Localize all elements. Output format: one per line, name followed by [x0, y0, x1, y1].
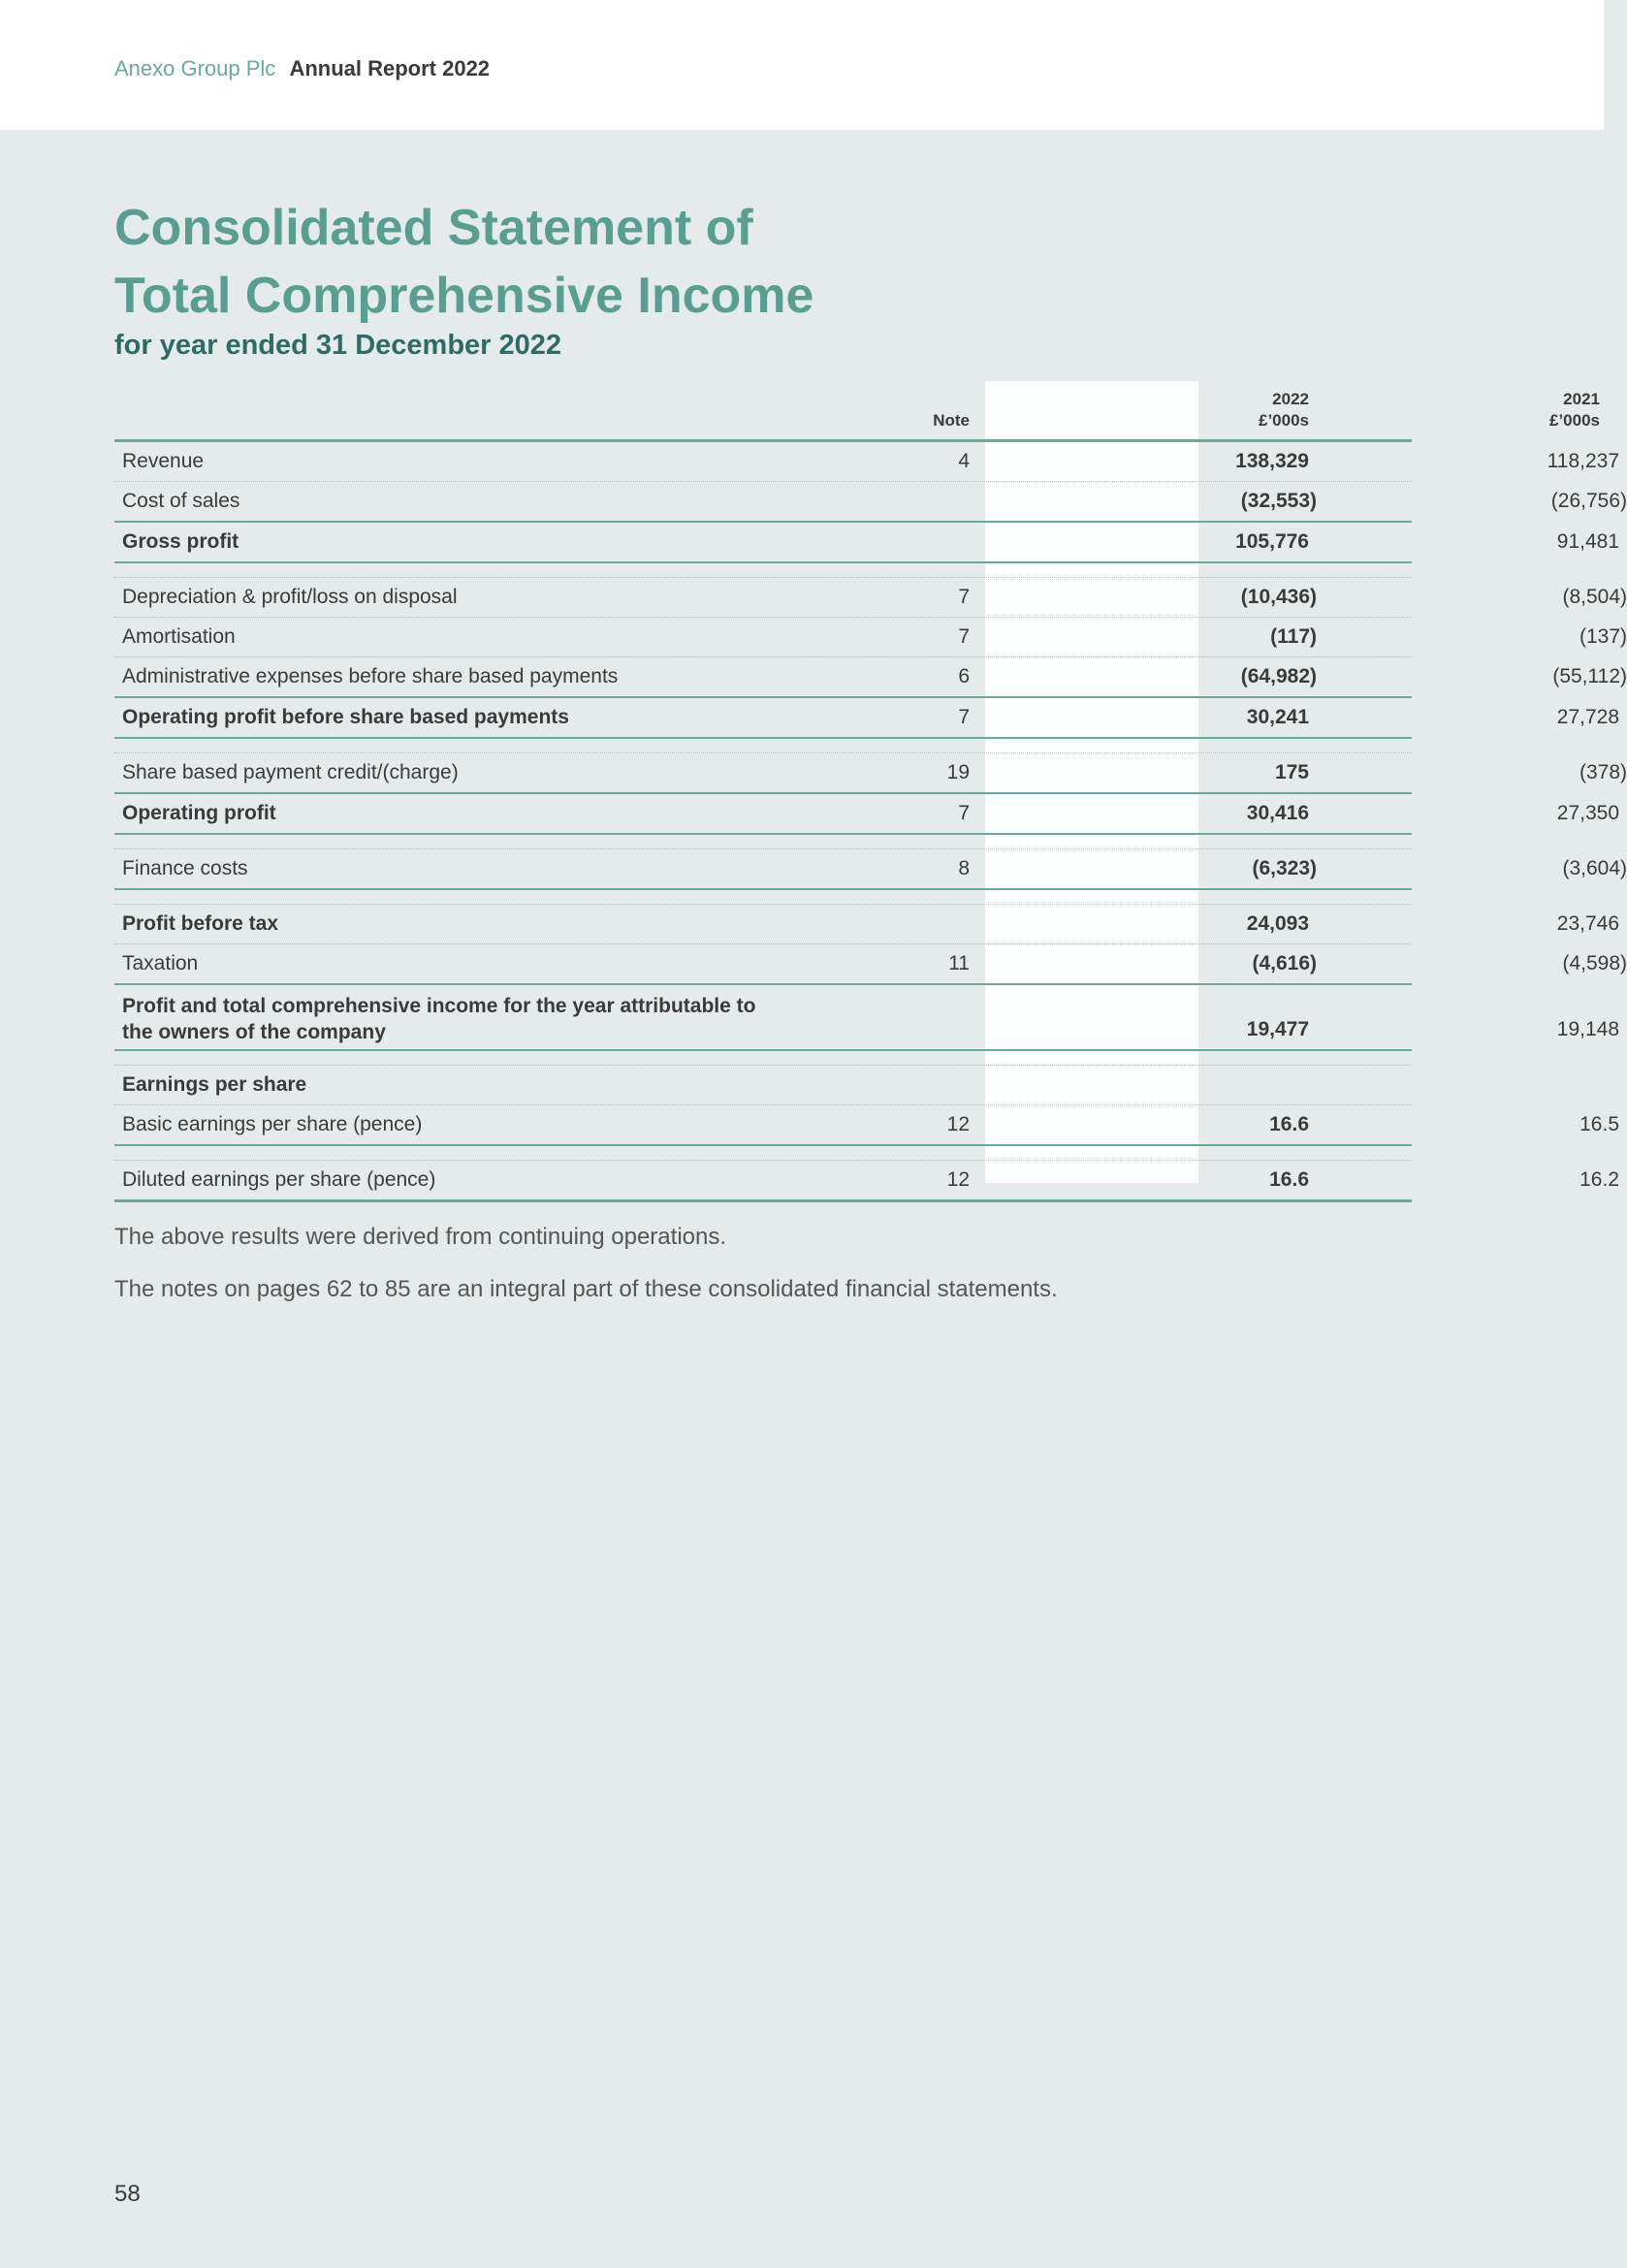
row-note: 19	[946, 761, 970, 783]
row-label: Finance costs	[122, 857, 248, 879]
row-spacer	[114, 1146, 1412, 1161]
row-value-2021: 118,237	[1547, 450, 1619, 472]
row-value-2021: (378)	[1579, 761, 1627, 783]
row-label: Operating profit before share based payments	[122, 706, 569, 728]
row-label: Amortisation	[122, 625, 236, 648]
row-spacer	[114, 835, 1412, 849]
page-number: 58	[114, 2181, 141, 2207]
row-note: 8	[958, 857, 970, 879]
footnote-integral-part: The notes on pages 62 to 85 are an integral part of these consolidated financial statements.	[114, 1276, 1058, 1302]
table-row	[114, 1105, 1619, 1146]
row-label	[122, 993, 755, 1045]
section-heading: Earnings per share	[122, 1073, 307, 1096]
table-row	[114, 657, 1627, 698]
row-label: Depreciation & profit/loss on disposal	[122, 586, 458, 608]
company-name: Anexo Group Plc	[114, 56, 276, 80]
row-value-2021: 91,481	[1556, 530, 1619, 553]
row-note: 4	[958, 450, 970, 472]
row-label: Profit before tax	[122, 912, 279, 935]
table-row	[114, 482, 1627, 523]
row-label: Taxation	[122, 952, 199, 974]
table-row	[114, 849, 1627, 890]
row-note: 7	[958, 802, 970, 824]
row-value-2021: 16.5	[1579, 1113, 1619, 1135]
row-value-2021: (26,756)	[1550, 490, 1627, 512]
row-spacer	[114, 563, 1412, 578]
header-2021-year: 2021	[1563, 390, 1600, 408]
title-line-2: Total Comprehensive Income	[114, 268, 814, 324]
table-row	[114, 442, 1619, 482]
row-value-2021: (3,604)	[1562, 857, 1627, 879]
row-value-2021: 16.2	[1579, 1168, 1619, 1191]
row-value-2022: 30,416	[1246, 802, 1309, 824]
row-value-2022: 105,776	[1235, 530, 1309, 553]
page-subtitle: for year ended 31 December 2022	[114, 330, 562, 361]
row-value-2021: (137)	[1579, 625, 1627, 648]
page-title	[114, 194, 814, 330]
page-header	[0, 0, 1604, 130]
row-note: 6	[958, 665, 970, 687]
row-spacer	[114, 739, 1412, 753]
row-value-2022: (4,616)	[1252, 952, 1317, 974]
row-value-2022: 175	[1274, 761, 1309, 783]
row-note: 12	[946, 1113, 970, 1135]
row-label-line-1: Profit and total comprehensive income for the year attributable to	[122, 995, 756, 1017]
table-row	[114, 905, 1619, 944]
row-value-2022: 16.6	[1269, 1168, 1309, 1191]
row-label: Basic earnings per share (pence)	[122, 1113, 423, 1135]
note-header: Note	[933, 411, 970, 430]
row-value-2021: 19,148	[1556, 1018, 1619, 1040]
row-note: 7	[958, 706, 970, 728]
row-note: 12	[946, 1168, 970, 1191]
row-note: 7	[958, 625, 970, 648]
row-value-2022: 138,329	[1235, 450, 1309, 472]
row-label: Administrative expenses before share based payments	[122, 665, 619, 687]
table-row	[114, 1161, 1619, 1202]
title-line-1: Consolidated Statement of	[114, 200, 753, 256]
row-label: Revenue	[122, 450, 205, 472]
row-value-2022: 19,477	[1246, 1018, 1309, 1040]
row-value-2022: (10,436)	[1240, 586, 1317, 608]
brand-line	[114, 56, 490, 81]
row-label-line-2: the owners of the company	[122, 1021, 386, 1043]
row-value-2021: 27,728	[1556, 706, 1619, 728]
header-2021-unit: £’000s	[1549, 411, 1600, 430]
row-value-2022: (32,553)	[1240, 490, 1317, 512]
income-statement-table	[114, 381, 1627, 1202]
row-label: Share based payment credit/(charge)	[122, 761, 459, 783]
row-value-2021: (55,112)	[1552, 665, 1627, 687]
row-value-2021: (4,598)	[1562, 952, 1627, 974]
table-row	[114, 753, 1627, 794]
row-value-2022: (117)	[1270, 625, 1317, 648]
table-header	[114, 381, 1600, 442]
table-row	[114, 1066, 1412, 1105]
row-value-2021: (8,504)	[1562, 586, 1627, 608]
row-label: Cost of sales	[122, 490, 240, 512]
table-row	[114, 944, 1627, 985]
row-label: Operating profit	[122, 802, 276, 824]
table-row	[114, 985, 1619, 1051]
row-value-2022: (6,323)	[1252, 857, 1317, 879]
row-value-2021: 27,350	[1556, 802, 1619, 824]
row-spacer	[114, 1051, 1412, 1066]
report-name: Annual Report 2022	[289, 56, 491, 80]
row-label: Gross profit	[122, 530, 239, 553]
header-2022-unit: £’000s	[1259, 411, 1309, 430]
row-spacer	[114, 890, 1412, 905]
table-row	[114, 698, 1619, 739]
row-value-2022: 30,241	[1246, 706, 1309, 728]
row-note: 11	[948, 952, 970, 974]
row-value-2022: 16.6	[1269, 1113, 1309, 1135]
row-note: 7	[958, 586, 970, 608]
table-row	[114, 523, 1619, 563]
table-row	[114, 618, 1627, 657]
row-value-2022: (64,982)	[1240, 665, 1317, 687]
table-row	[114, 578, 1627, 618]
header-2022-year: 2022	[1272, 390, 1309, 408]
row-value-2022: 24,093	[1246, 912, 1309, 935]
footnote-continuing-operations: The above results were derived from continuing operations.	[114, 1224, 727, 1250]
table-row	[114, 794, 1619, 835]
row-value-2021: 23,746	[1556, 912, 1619, 935]
row-label: Diluted earnings per share (pence)	[122, 1168, 436, 1191]
